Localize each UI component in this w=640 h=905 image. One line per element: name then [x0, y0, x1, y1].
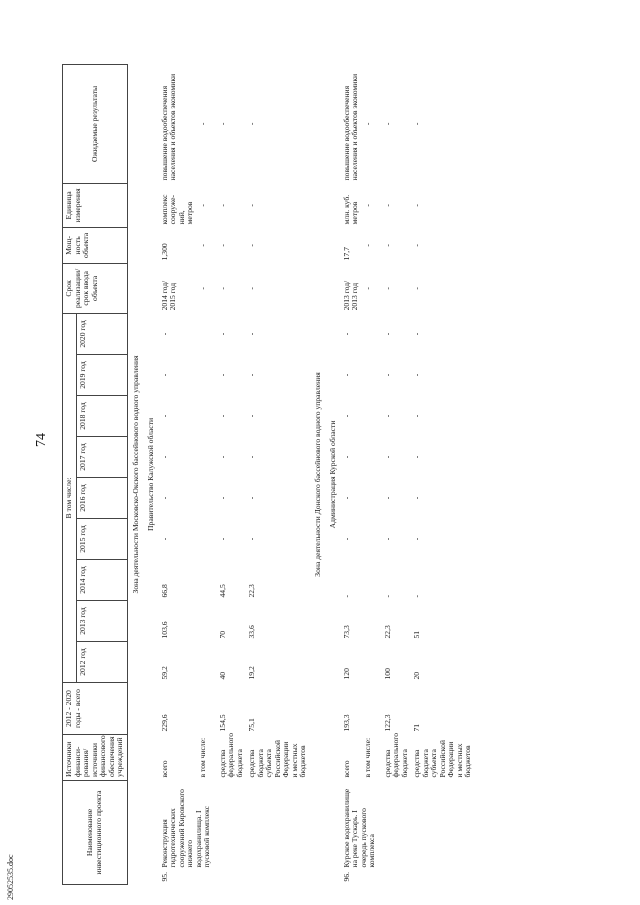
term-value: - [217, 287, 227, 290]
year-value [362, 560, 382, 601]
year-value [362, 396, 382, 437]
year-value: - [217, 332, 227, 336]
year-value [197, 519, 217, 560]
table-row [246, 64, 310, 884]
page-number: 74 [34, 433, 49, 447]
year-value [197, 478, 217, 519]
year-value: 44,5 [217, 584, 227, 598]
year-value: - [412, 414, 421, 418]
year-value [197, 560, 217, 601]
year-value: - [341, 594, 351, 598]
project-name: Курское водохранилище на реке Тускарь. I очередь пускового комплекса [341, 788, 376, 868]
header-year: 2016 год [76, 478, 127, 519]
year-value: - [382, 594, 392, 598]
term-value: 2014 год/ 2015 год [159, 280, 177, 311]
total-value: 154,5 [217, 714, 227, 732]
year-value: 51 [412, 630, 421, 639]
year-value: 66,8 [159, 584, 169, 598]
header-year: 2015 год [76, 519, 127, 560]
header-year: 2012 год [76, 642, 127, 683]
header-total: 2012 - 2020 годы - всего [63, 683, 128, 735]
power-value: - [247, 244, 256, 247]
year-value [197, 396, 217, 437]
funding-source: средства федерального бюджета [217, 733, 244, 778]
year-value: 40 [217, 671, 227, 680]
zone-subheading: Администрация Курской области [328, 420, 337, 529]
footer-filename: 29052535.doc [6, 854, 15, 900]
year-value: 22,3 [247, 584, 256, 598]
year-value: - [341, 332, 351, 336]
power-value: - [197, 244, 207, 247]
project-number: 95. [159, 872, 169, 882]
year-value: 22,3 [382, 625, 392, 639]
power-value: - [382, 244, 392, 247]
zone-heading: Зона деятельности Донского бассейнового водного управления [312, 372, 322, 577]
header-year: 2018 год [76, 396, 127, 437]
header-expected-results: Ожидаемые результаты [63, 64, 128, 183]
expected-result: - [382, 122, 392, 126]
total-value: 75,1 [247, 718, 256, 732]
expected-result: - [362, 122, 372, 126]
project-name: Реконструкция гидротехнических сооружений Кировского нижнего водохранилища. I пусковой комплекс [159, 789, 211, 868]
year-value [197, 601, 217, 642]
zone-heading: Зона деятельности Московско-Окского бассейнового водного управления [130, 355, 140, 594]
zone-subheading: Правительство Калужской области [146, 417, 155, 531]
year-value [362, 519, 382, 560]
year-value: - [412, 455, 421, 459]
year-value: - [159, 373, 169, 377]
unit-value: - [362, 204, 372, 207]
term-value: - [382, 287, 392, 290]
unit-value: - [412, 204, 421, 207]
term-value: - [197, 287, 207, 290]
year-value: - [341, 455, 351, 459]
unit-value: комплекс сооруже- ний, метров [159, 194, 194, 225]
total-value: 71 [412, 723, 421, 732]
table-row [217, 64, 247, 884]
year-value: 100 [382, 668, 392, 680]
year-value [362, 355, 382, 396]
year-value [197, 355, 217, 396]
year-value: - [217, 373, 227, 377]
header-year: 2017 год [76, 437, 127, 478]
year-value: - [382, 332, 392, 336]
table-row [411, 64, 475, 884]
year-value: - [159, 496, 169, 500]
year-value: - [382, 537, 392, 541]
total-value [362, 683, 382, 735]
expected-result: повышение водообеспечения населения и объектов экономики [341, 73, 359, 181]
table-row [197, 64, 217, 884]
funding-source: всего [159, 760, 169, 778]
funding-source: средства бюджета субъекта Российской Федерации и местных бюджетов [247, 740, 307, 778]
year-value: - [247, 537, 256, 541]
table-header [63, 64, 128, 884]
power-value: 1,300 [159, 243, 169, 261]
table-row [362, 64, 382, 884]
unit-value: млн. куб. метров [341, 194, 359, 225]
year-value: - [341, 373, 351, 377]
table-row [382, 64, 412, 884]
header-including-group: В том числе: [63, 313, 77, 682]
year-value: - [341, 537, 351, 541]
year-value: - [412, 496, 421, 500]
year-value: - [341, 414, 351, 418]
year-value: - [159, 414, 169, 418]
year-value: - [412, 373, 421, 377]
power-value: - [362, 244, 372, 247]
unit-value: - [217, 204, 227, 207]
total-value: 122,3 [382, 714, 392, 732]
year-value: - [247, 332, 256, 336]
expected-result: - [197, 122, 207, 126]
term-value: - [412, 287, 421, 290]
year-value [362, 601, 382, 642]
year-value: 19,2 [247, 666, 256, 680]
project-number: 96. [341, 872, 351, 882]
year-value: - [217, 455, 227, 459]
expected-result: - [412, 122, 421, 126]
funding-source: средства федерального бюджета [382, 733, 409, 778]
unit-value: - [382, 204, 392, 207]
year-value [197, 437, 217, 478]
header-year: 2014 год [76, 560, 127, 601]
header-term: Срок реализации/ срок ввода объекта [63, 263, 128, 313]
funding-source: всего [341, 760, 351, 778]
year-value [362, 642, 382, 683]
year-value: - [247, 496, 256, 500]
header-unit: Единица измерения [63, 183, 128, 227]
header-funding-sources: Источники финанси- рования/ источники финансового обеспечения учреждений [63, 735, 128, 781]
unit-value: - [247, 204, 256, 207]
term-value: 2013 год/ 2013 год [341, 280, 359, 311]
year-value: - [159, 537, 169, 541]
year-value: 59,2 [159, 666, 169, 680]
header-power: Мощ- ность объекта [63, 227, 128, 263]
total-value: 229,6 [159, 714, 169, 732]
rotated-page-content [62, 65, 602, 885]
power-value: - [217, 244, 227, 247]
unit-value: - [197, 204, 207, 207]
year-value: - [217, 496, 227, 500]
year-value [197, 313, 217, 354]
funding-source: в том числе: [362, 737, 372, 778]
total-value: 193,3 [341, 714, 351, 732]
year-value: 73,3 [341, 625, 351, 639]
header-year: 2019 год [76, 355, 127, 396]
year-value: - [412, 332, 421, 336]
year-value: - [247, 373, 256, 377]
year-value: 33,6 [247, 625, 256, 639]
project-name-cell [341, 781, 475, 885]
year-value: - [412, 537, 421, 541]
expected-result: - [247, 122, 256, 126]
year-value: - [382, 496, 392, 500]
year-value: 120 [341, 668, 351, 680]
header-year: 2020 год [76, 313, 127, 354]
header-year: 2013 год [76, 601, 127, 642]
term-value: - [362, 287, 372, 290]
year-value: - [382, 373, 392, 377]
year-value: - [341, 496, 351, 500]
year-value: - [382, 455, 392, 459]
funding-source: в том числе: [197, 737, 207, 778]
year-value: - [412, 594, 421, 598]
funding-source: средства бюджета субъекта Российской Федерации и местных бюджетов [412, 740, 472, 778]
power-value: 17,7 [341, 247, 351, 261]
total-value [197, 683, 217, 735]
year-value [197, 642, 217, 683]
year-value: 103,6 [159, 621, 169, 639]
year-value: - [159, 332, 169, 336]
year-value: 70 [217, 630, 227, 639]
table-row [341, 64, 362, 884]
term-value: - [247, 287, 256, 290]
year-value: - [247, 455, 256, 459]
header-project-name: Наименование инвестиционного проекта [63, 781, 128, 885]
project-name-cell [159, 781, 310, 885]
year-value: - [159, 455, 169, 459]
expected-result: повышение водообеспечения населения и объектов экономики [159, 73, 177, 181]
year-value [362, 478, 382, 519]
year-value: - [217, 414, 227, 418]
expected-result: - [217, 122, 227, 126]
power-value: - [412, 244, 421, 247]
year-value [362, 437, 382, 478]
table-row [159, 64, 197, 884]
year-value: - [382, 414, 392, 418]
year-value: - [247, 414, 256, 418]
year-value: 20 [412, 671, 421, 680]
investment-projects-table [62, 64, 475, 885]
table-body [127, 64, 475, 884]
year-value: - [217, 537, 227, 541]
year-value [362, 313, 382, 354]
